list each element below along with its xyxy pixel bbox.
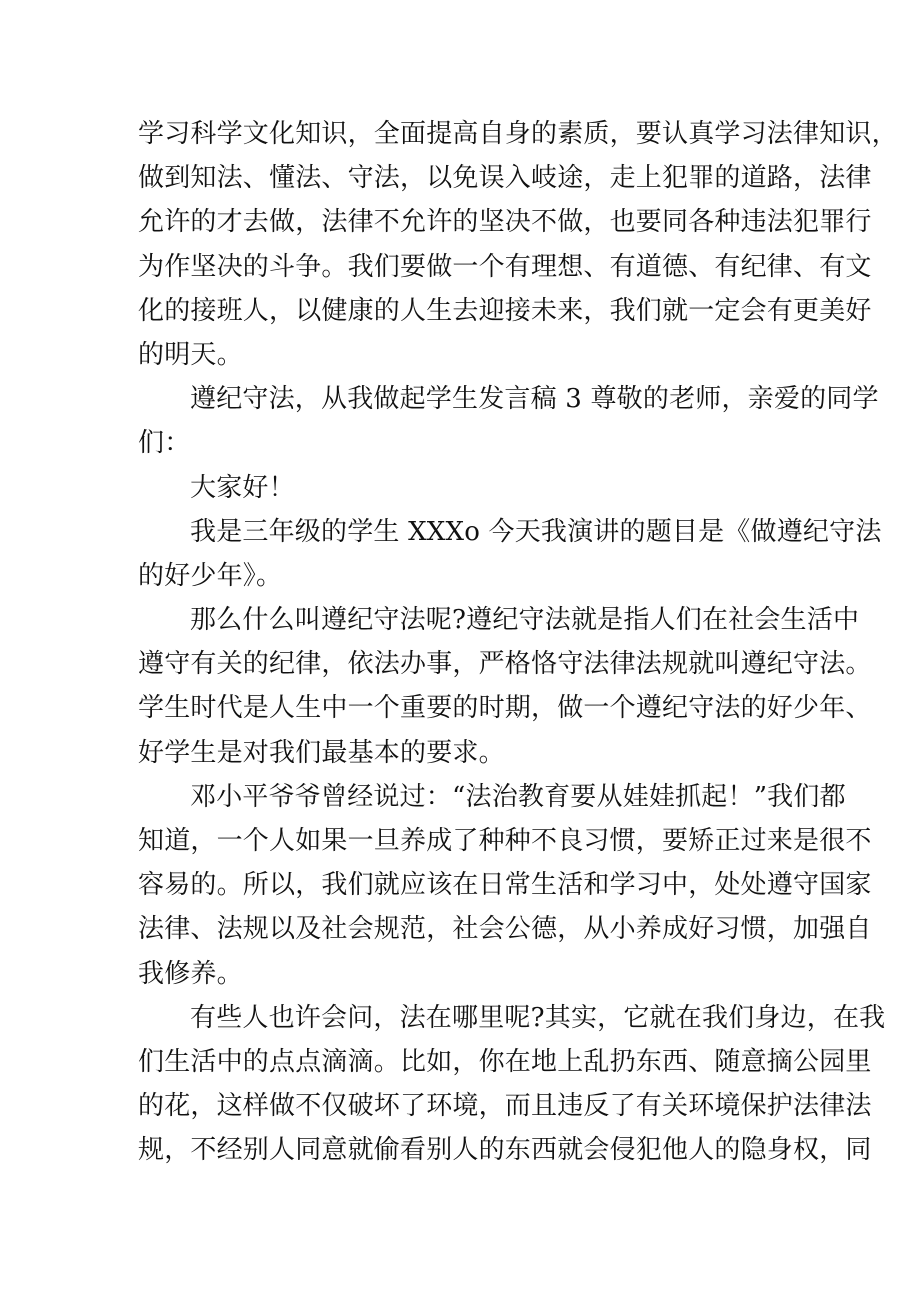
paragraph-start-line: 遵纪守法，从我做起学生发言稿 3 尊敬的老师，亲爱的同学 [190, 384, 879, 415]
text-line: 遵守有关的纪律，依法办事，严格恪守法律法规就叫遵纪守法。 [138, 649, 872, 680]
text-line: 们： [138, 428, 191, 459]
text-line: 允许的才去做，法律不允许的坚决不做，也要同各种违法犯罪行 [138, 207, 872, 238]
text-line: 的花，这样做不仅破坏了环境，而且违反了有关环境保护法律法 [138, 1091, 872, 1122]
text-line: 的明天。 [138, 339, 243, 370]
text-line: 容易的。所以，我们就应该在日常生活和学习中，处处遵守国家 [138, 870, 872, 901]
paragraph-start-line: 我是三年级的学生 XXXo 今天我演讲的题目是《做遵纪守法 [190, 516, 882, 547]
text-line: 为作坚决的斗争。我们要做一个有理想、有道德、有纪律、有文 [138, 251, 872, 282]
paragraph-start-line: 那么什么叫遵纪守法呢?遵纪守法就是指人们在社会生活中 [190, 605, 860, 636]
text-line: 知道，一个人如果一旦养成了种种不良习惯，要矫正过来是很不 [138, 826, 872, 856]
text-line: 的好少年》。 [138, 560, 283, 591]
text-line: 规，不经别人同意就偷看别人的东西就会侵犯他人的隐身权，同 [138, 1135, 872, 1166]
greeting-line: 大家好！ [190, 472, 295, 503]
paragraph-start-line: 有些人也许会问，法在哪里呢?其实，它就在我们身边，在我 [190, 1002, 886, 1033]
text-line: 学习科学文化知识，全面提高自身的素质，要认真学习法律知识， [138, 119, 898, 149]
text-line: 们生活中的点点滴滴。比如，你在地上乱扔东西、随意摘公园里 [138, 1046, 872, 1077]
text-line: 学生时代是人生中一个重要的时期，做一个遵纪守法的好少年、 [138, 693, 872, 724]
paragraph-start-line: 邓小平爷爷曾经说过：“法治教育要从娃娃抓起！”我们都 [190, 781, 846, 812]
text-line: 化的接班人，以健康的人生去迎接未来，我们就一定会有更美好 [138, 295, 872, 326]
text-line: 好学生是对我们最基本的要求。 [138, 737, 505, 768]
document-body [138, 112, 898, 1173]
text-line: 法律、法规以及社会规范，社会公德，从小养成好习惯，加强自 [138, 914, 872, 945]
text-line: 我修养。 [138, 958, 243, 989]
text-line: 做到知法、懂法、守法，以免误入岐途，走上犯罪的道路，法律 [138, 163, 872, 194]
